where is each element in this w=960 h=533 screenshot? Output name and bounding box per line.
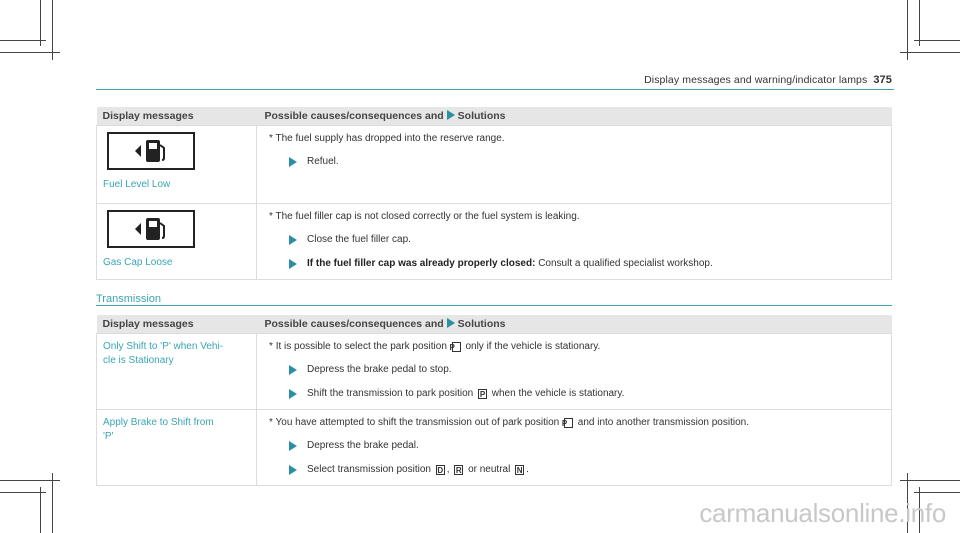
solution-cell [257, 409, 892, 485]
crop-mark [40, 487, 41, 533]
gear-key-d: D [437, 465, 444, 475]
gear-key-p: P [479, 389, 486, 399]
solution-cell [257, 203, 892, 279]
crop-mark [914, 492, 960, 493]
table-header-row [97, 315, 892, 333]
message-label: Only Shift to 'P' when Vehi- cle is Stationary [103, 340, 223, 366]
cause-text: * The fuel filler cap is not closed correctly or the fuel system is leaking. [269, 210, 580, 222]
step-arrow-icon [289, 389, 297, 399]
step-arrow-icon [289, 365, 297, 375]
step-arrow-icon [289, 235, 297, 245]
crop-mark [52, 473, 53, 533]
running-head [644, 74, 892, 86]
gear-key-p: P [564, 418, 573, 428]
gear-key-r: R [455, 465, 462, 475]
crop-mark [900, 52, 960, 53]
fuel-pump-icon [107, 132, 195, 170]
message-label: Fuel Level Low [103, 178, 171, 190]
solution-step: Depress the brake pedal. [267, 439, 885, 453]
solution-cell [257, 125, 892, 203]
header-causes-solutions: Possible causes/consequences and Solutions [257, 107, 892, 125]
table-row [97, 333, 892, 409]
solution-step: Select transmission position D , R or neutral N . [267, 463, 885, 477]
cause-text: * The fuel supply has dropped into the reserve range. [269, 132, 505, 144]
crop-mark [0, 480, 60, 481]
crop-mark [0, 52, 60, 53]
message-label: Apply Brake to Shift from 'P' [103, 416, 214, 442]
fuel-messages-table [96, 107, 892, 280]
crop-mark [914, 40, 960, 41]
solution-step: Close the fuel filler cap. [267, 233, 885, 247]
crop-mark [0, 40, 46, 41]
crop-mark [900, 480, 960, 481]
fuel-pump-icon [107, 210, 195, 248]
solution-arrow-icon [447, 110, 455, 120]
table-row [97, 409, 892, 485]
step-arrow-icon [289, 259, 297, 269]
solution-step: Refuel. [267, 155, 885, 169]
section-rule [96, 305, 892, 306]
running-head-title: Display messages and warning/indicator lamps [644, 74, 868, 86]
gear-key-p: P [452, 342, 461, 352]
solution-arrow-icon [447, 318, 455, 328]
table-header-row [97, 107, 892, 125]
crop-mark [0, 492, 46, 493]
step-arrow-icon [289, 441, 297, 451]
gear-key-n: N [516, 465, 523, 475]
message-cell [97, 333, 257, 409]
section-title: Transmission [96, 293, 161, 305]
solution-step: Depress the brake pedal to stop. [267, 363, 885, 377]
message-cell [97, 203, 257, 279]
cause-text: * It is possible to select the park position P only if the vehicle is stationary. [269, 340, 601, 352]
table-row [97, 203, 892, 279]
watermark: carmanualsonline.info [699, 498, 946, 528]
solution-step: Shift the transmission to park position P when the vehicle is stationary. [267, 387, 885, 401]
page-number: 375 [873, 74, 892, 86]
message-cell [97, 409, 257, 485]
crop-mark [907, 0, 908, 60]
table-row [97, 125, 892, 203]
message-cell [97, 125, 257, 203]
step-arrow-icon [289, 157, 297, 167]
header-causes-solutions: Possible causes/consequences and Solutions [257, 315, 892, 333]
message-label: Gas Cap Loose [103, 256, 173, 268]
solution-step: If the fuel filler cap was already properly closed: Consult a qualified specialist workshop. [267, 257, 885, 271]
solution-cell [257, 333, 892, 409]
crop-mark [52, 0, 53, 60]
header-display-messages: Display messages [97, 107, 257, 125]
header-rule [96, 89, 894, 90]
step-arrow-icon [289, 465, 297, 475]
header-display-messages: Display messages [97, 315, 257, 333]
transmission-messages-table [96, 315, 892, 486]
cause-text: * You have attempted to shift the transmission out of park position P and into another transmission position. [269, 416, 749, 428]
